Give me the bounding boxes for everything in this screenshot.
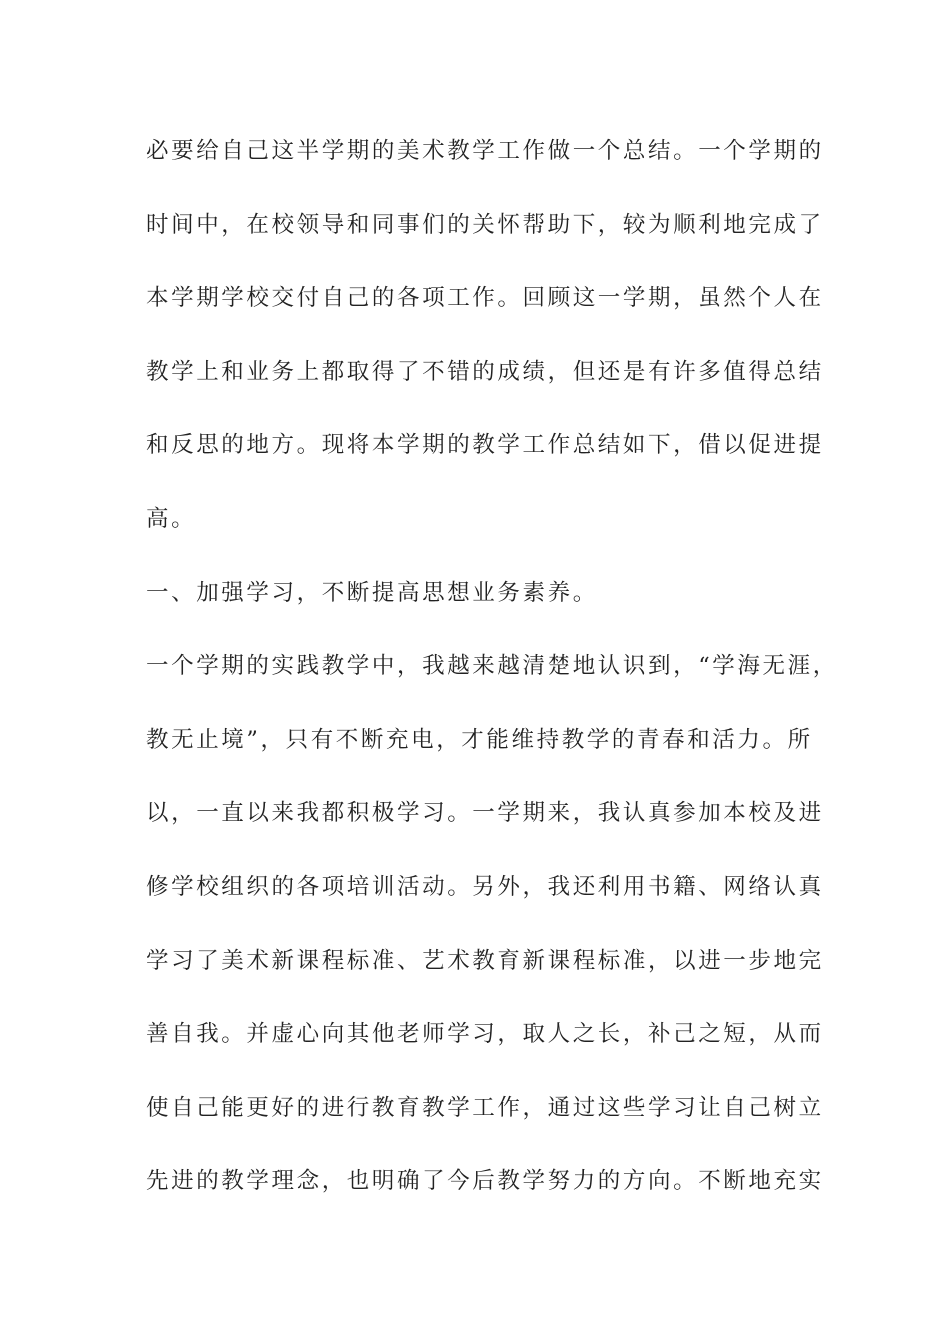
text-line: 时间中，在校领导和同事们的关怀帮助下，较为顺利地完成了 — [146, 211, 824, 238]
text-line: 和反思的地方。现将本学期的教学工作总结如下，借以促进提 — [146, 432, 824, 459]
text-line: 使自己能更好的进行教育教学工作，通过这些学习让自己树立 — [146, 1094, 824, 1121]
text-line: 先进的教学理念，也明确了今后教学努力的方向。不断地充实 — [146, 1168, 824, 1195]
text-line: 必要给自己这半学期的美术教学工作做一个总结。一个学期的 — [146, 138, 824, 164]
text-line: 教学上和业务上都取得了不错的成绩，但还是有许多值得总结 — [146, 358, 824, 385]
text-line: 一个学期的实践教学中，我越来越清楚地认识到，“学海无涯， — [146, 653, 838, 680]
text-line: 教无止境”，只有不断充电，才能维持教学的青春和活力。所 — [146, 726, 813, 753]
section-heading: 一、加强学习，不断提高思想业务素养。 — [146, 579, 598, 606]
text-line: 善自我。并虚心向其他老师学习，取人之长，补己之短，从而 — [146, 1021, 824, 1048]
document-body — [146, 131, 846, 1235]
text-line: 以，一直以来我都积极学习。一学期来，我认真参加本校及进 — [146, 800, 824, 827]
text-line: 修学校组织的各项培训活动。另外，我还利用书籍、网络认真 — [146, 873, 824, 900]
text-line: 学习了美术新课程标准、艺术教育新课程标准，以进一步地完 — [146, 947, 824, 974]
text-line: 本学期学校交付自己的各项工作。回顾这一学期，虽然个人在 — [146, 285, 824, 312]
text-line: 高。 — [146, 505, 197, 532]
